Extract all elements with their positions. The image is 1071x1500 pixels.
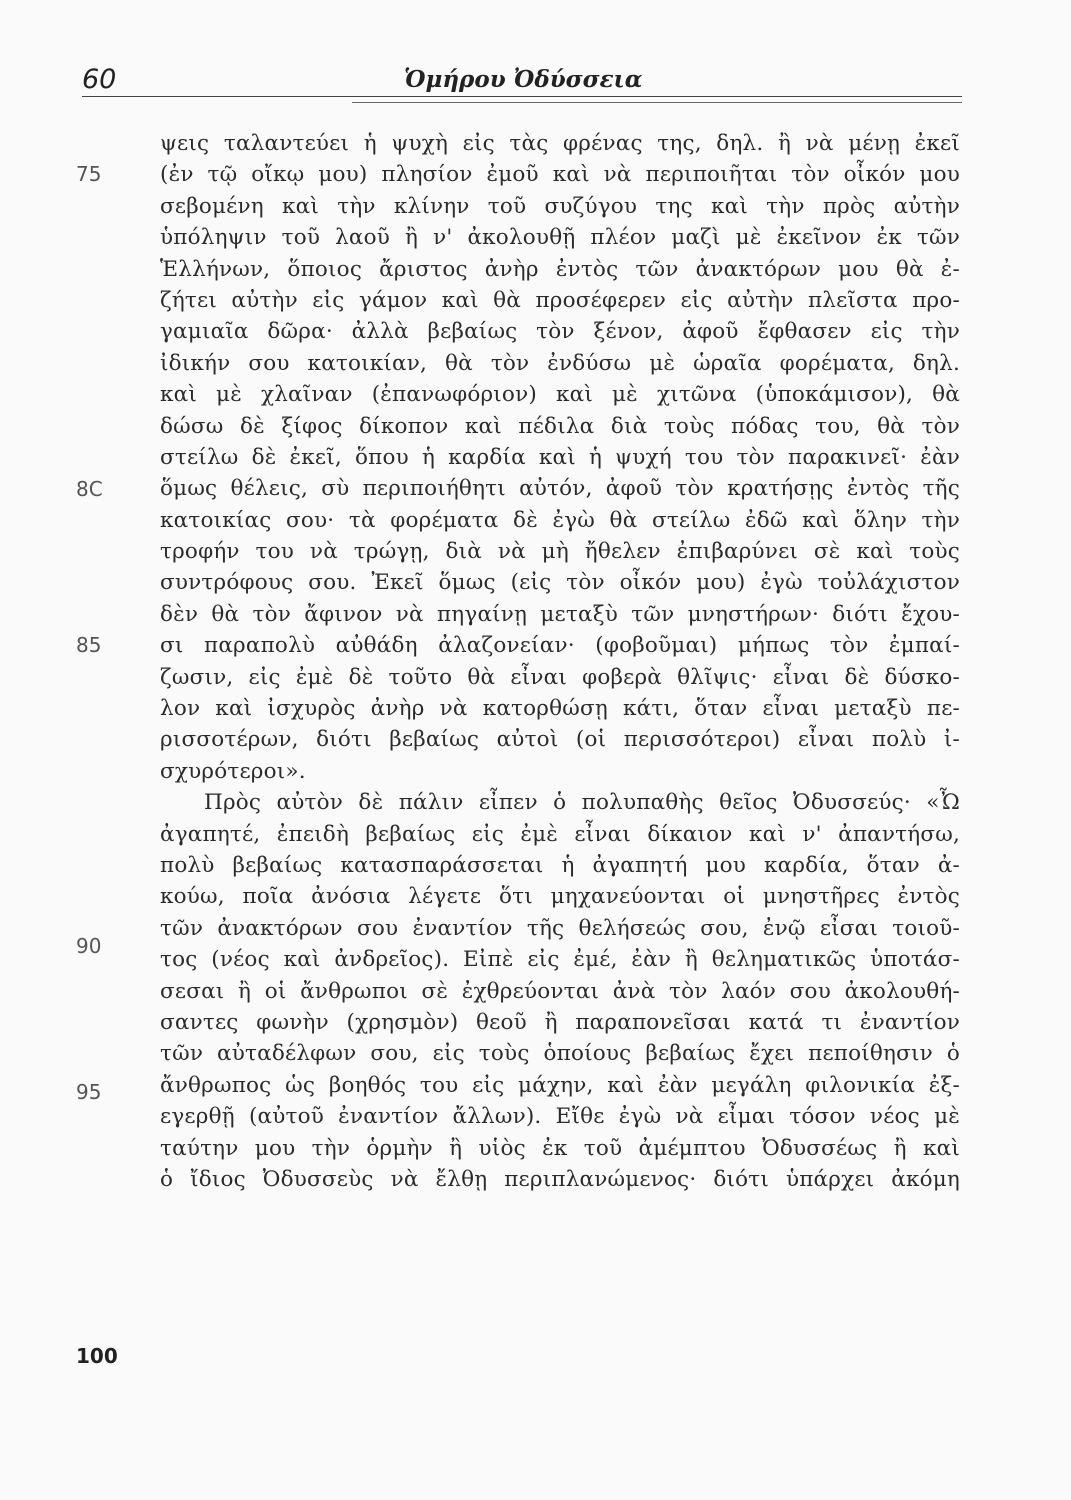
header-rule-thin <box>352 102 962 103</box>
text-line: σεσαι ἢ οἱ ἄνθρωποι σὲ ἐχθρεύονται ἀνὰ τὸν λαόν σου ἀκολουθή- <box>160 978 960 1004</box>
verse-number: 8C <box>76 477 103 501</box>
text-line: σχυρότεροι». <box>160 758 306 784</box>
text-line: ζωσιν, εἰς ἐμὲ δὲ τοῦτο θὰ εἶναι φοβερὰ θλῖψις· εἶναι δὲ δύσκο- <box>160 664 960 690</box>
text-line: κατοικίας σου· τὰ φορέματα δὲ ἐγὼ θὰ στείλω ἐδῶ καὶ ὅλην τὴν <box>160 507 960 533</box>
text-line: πολὺ βεβαίως κατασπαράσσεται ἡ ἀγαπητή μου καρδία, ὅταν ἀ- <box>160 852 960 878</box>
text-line: ὁ ἴδιος Ὀδυσσεὺς νὰ ἔλθῃ περιπλανώμενος· διότι ὑπάρχει ἀκόμη <box>160 1166 960 1192</box>
text-line: καὶ μὲ χλαῖναν (ἐπανωφόριον) καὶ μὲ χιτῶνα (ὑποκάμισον), θὰ <box>160 382 960 408</box>
text-line: δώσω δὲ ξίφος δίκοπον καὶ πέδιλα διὰ τοὺς πόδας του, θὰ τὸν <box>160 413 960 439</box>
text-line: ἀγαπητέ, ἐπειδὴ βεβαίως εἰς ἐμὲ εἶναι δίκαιον καὶ ν' ἀπαντήσω, <box>160 821 960 847</box>
text-line: συντρόφους σου. Ἐκεῖ ὅμως (εἰς τὸν οἶκόν μου) ἐγὼ τοὐλάχιστον <box>160 570 960 596</box>
header-rule <box>82 96 962 97</box>
text-line: σαντες φωνὴν (χρησμὸν) θεοῦ ἢ παραπονεῖσαι κατά τι ἐναντίον <box>160 1009 960 1035</box>
verse-number: 95 <box>76 1080 102 1104</box>
text-line: τῶν ἀνακτόρων σου ἐναντίον τῆς θελήσεώς σου, ἐνῷ εἶσαι τοιοῦ- <box>160 915 960 941</box>
text-line: γαμιαῖα δῶρα· ἀλλὰ βεβαίως τὸν ξένον, ἀφοῦ ἔφθασεν εἰς τὴν <box>160 319 960 345</box>
text-line: Πρὸς αὐτὸν δὲ πάλιν εἶπεν ὁ πολυπαθὴς θεῖος Ὀδυσσεύς· «Ὦ <box>204 790 960 816</box>
text-line: ὅμως θέλεις, σὺ περιποιήθητι αὐτόν, ἀφοῦ τὸν κρατήσῃς ἐντὸς τῆς <box>160 476 960 502</box>
text-line: ἰδικήν σου κατοικίαν, θὰ τὸν ἐνδύσω μὲ ὡραῖα φορέματα, δηλ. <box>160 350 960 376</box>
body-text <box>160 128 960 1195</box>
text-line: (ἐν τῷ οἴκῳ μου) πλησίον ἐμοῦ καὶ νὰ περιποιῆται τὸν οἶκόν μου <box>160 162 960 188</box>
text-line: δὲν θὰ τὸν ἄφινον νὰ πηγαίνῃ μεταξὺ τῶν μνηστήρων· διότι ἔχου- <box>160 601 960 627</box>
verse-number: 100 <box>76 1344 118 1368</box>
verse-number: 75 <box>76 162 102 186</box>
text-line: κούω, ποῖα ἀνόσια λέγετε ὅτι μηχανεύονται οἱ μνηστῆρες ἐντὸς <box>160 884 960 910</box>
text-line: σεβομένη καὶ τὴν κλίνην τοῦ συζύγου της καὶ τὴν πρὸς αὐτὴν <box>160 193 960 219</box>
page-header <box>82 62 962 106</box>
text-line: τος (νέος καὶ ἀνδρεῖος). Εἰπὲ εἰς ἐμέ, ἐὰν ἢ θεληματικῶς ὑποτάσ- <box>160 947 960 973</box>
verse-number: 85 <box>76 633 102 657</box>
verse-number: 90 <box>76 934 102 958</box>
text-line: στείλω δὲ ἐκεῖ, ὅπου ἡ καρδία καὶ ἡ ψυχή του τὸν παρακινεῖ· ἐὰν <box>160 444 960 470</box>
text-line: λον καὶ ἰσχυρὸς ἀνὴρ νὰ κατορθώσῃ κάτι, ὅταν εἶναι μεταξὺ πε- <box>160 696 960 722</box>
text-line: ταύτην μου τὴν ὁρμὴν ἢ υἱὸς ἐκ τοῦ ἀμέμπτου Ὀδυσσέως ἢ καὶ <box>160 1135 960 1161</box>
text-line: τῶν αὐταδέλφων σου, εἰς τοὺς ὁποίους βεβαίως ἔχει πεποίθησιν ὁ <box>160 1041 960 1067</box>
page-number: 60 <box>82 64 117 95</box>
text-line: ψεις ταλαντεύει ἡ ψυχὴ εἰς τὰς φρένας της, δηλ. ἢ νὰ μένῃ ἐκεῖ <box>160 131 960 156</box>
text-line: ρισσοτέρων, διότι βεβαίως αὐτοὶ (οἱ περισσότεροι) εἶναι πολὺ ἰ- <box>160 727 960 753</box>
text-line: ζήτει αὐτὴν εἰς γάμον καὶ θὰ προσέφερεν εἰς αὐτὴν πλεῖστα προ- <box>160 287 960 313</box>
running-title: Ὁμήρου Ὀδύσσεια <box>404 66 643 93</box>
text-line: ἄνθρωπος ὡς βοηθός του εἰς μάχην, καὶ ἐὰν μεγάλη φιλονικία ἐξ- <box>160 1072 960 1098</box>
text-line: εγερθῇ (αὐτοῦ ἐναντίον ἄλλων). Εἴθε ἐγὼ νὰ εἶμαι τόσον νέος μὲ <box>160 1104 960 1130</box>
text-line: τροφήν του νὰ τρώγῃ, διὰ νὰ μὴ ἤθελεν ἐπιβαρύνει σὲ καὶ τοὺς <box>160 539 960 565</box>
text-line: σι παραπολὺ αὐθάδη ἀλαζονείαν· (φοβοῦμαι) μήπως τὸν ἐμπαί- <box>160 633 960 659</box>
text-line: Ἑλλήνων, ὅποιος ἄριστος ἀνὴρ ἐντὸς τῶν ἀνακτόρων μου θὰ ἐ- <box>160 256 960 282</box>
text-line: ὑπόληψιν τοῦ λαοῦ ἢ ν' ἀκολουθῇ πλέον μαζὶ μὲ ἐκεῖνον ἐκ τῶν <box>160 225 960 251</box>
